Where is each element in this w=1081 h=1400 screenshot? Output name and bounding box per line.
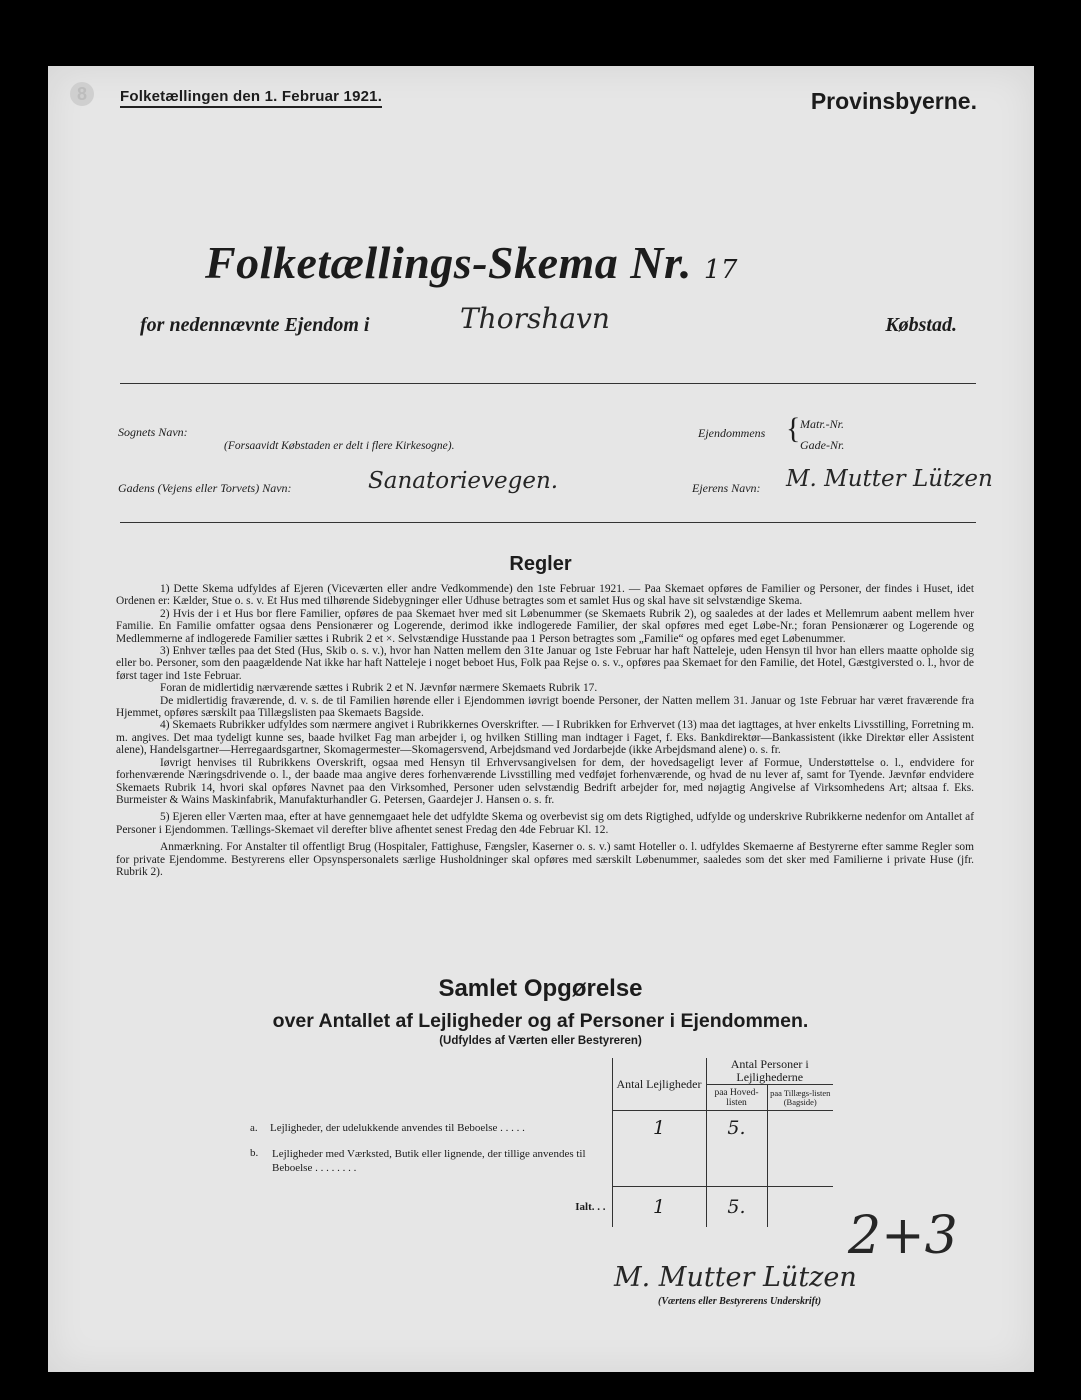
rule-paragraph: 2) Hvis der i et Hus bor flere Familier, opføres de paa Skemaet hver med sit Løbenummer (se Skemaets Rubrik 2), og saaledes at der lades et Mellemrum aabent mellem hver Familie. En Familie omfatter ogsaa dens Pensionærer og Logerende, derimod ikke indlogerede Familier, der skal opføres med eget Løbe-Nr.; foran Pensionærer og Logerende og Medlemmerne af indlogerede Familier sættes i Rubrik 2 et ×. Selvstændige Husstande paa 1 Person betragtes som „Familie“ og opføres med eget Løbenummer.: [116, 607, 974, 645]
total-label: Ialt. . .: [575, 1200, 606, 1213]
form-number-handwritten: 17: [703, 255, 738, 285]
form-title: [205, 236, 738, 289]
row-tillaegslisten: [767, 1111, 833, 1145]
row-lejligheder: 1: [612, 1111, 706, 1145]
sognets-navn-note: (Forsaavidt Købstaden er delt i flere Kirkesogne).: [224, 440, 455, 452]
form-title-text: Folketællings-Skema Nr.: [205, 237, 692, 288]
total-lejligheder: 1: [612, 1187, 706, 1227]
census-date-header: Folketællingen den 1. Februar 1921.: [120, 88, 382, 108]
col-hovedlisten: paa Hoved-listen: [706, 1085, 767, 1111]
table-row-total: [250, 1187, 833, 1227]
row-tillaegslisten: [767, 1145, 833, 1187]
rule-paragraph: Foran de midlertidig nærværende sættes i Rubrik 2 et N. Jævnfør nærmere Skemaets Rubrik 17.: [160, 682, 598, 695]
total-hovedlisten: 5.: [706, 1187, 767, 1227]
col-tillaegslisten: paa Tillægs-listen (Bagside): [767, 1085, 833, 1111]
row-letter: a.: [250, 1121, 258, 1134]
rule-paragraph: 4) Skemaets Rubrikker udfyldes som nærmere angivet i Rubrikkernes Overskrifter. — I Rubrikken for Erhvervet (13) maa det iagttages, at hver enkelts Livsstilling, Forretning m. m. angives. Det maa tydeligt kunne ses, baade hvilket Fag man arbejder i, og hvilken Stilling man indtager i Faget, f. Eks. Bankdirektør—Bankassistent (ikke Direktør eller Assistent alene), Handelsgartner—Herregaardsgartner, Skomagermester—Skomagersvend, Arbejdsmand ved Jordarbejde (ikke Arbejdsmand alene) o. s. fr.: [116, 719, 974, 757]
rule-paragraph: 3) Enhver tælles paa det Sted (Hus, Skib o. s. v.), hvor han Natten mellem den 31te Januar og 1ste Februar har haft Natteleje, uden Hensyn til hvor han ellers maatte opholde sig eller bo. Personer, som den paagældende Nat ikke har haft Natteleje i noget beboet Hus, Folk paa Rejse o. s. v., opføres paa Skemaet for den Familie, det Hotel, Gæstgiversted o. l., hvor de først tager ind 1ste Februar.: [116, 645, 974, 682]
sognets-navn-label: Sognets Navn:: [118, 425, 188, 439]
divider-middle: [120, 522, 976, 523]
ejerens-navn-label: Ejerens Navn:: [692, 481, 761, 495]
rule-paragraph: 5) Ejeren eller Værten maa, efter at have gennemgaaet hele det udfyldte Skema og overbevist sig om dets Rigtighed, udfylde og underskrive Rubrikkerne nedenfor om Antallet af Personer i Ejendommen. Tællings-Skemaet vil derefter blive afhentet senest Fredag den 4de Februar Kl. 12.: [116, 811, 974, 836]
owner-signature: M. Mutter Lützen: [614, 1262, 857, 1293]
divider-top: [120, 383, 976, 384]
gadens-navn-label: Gadens (Vejens eller Torvets) Navn:: [118, 481, 292, 495]
ejerens-navn-value: M. Mutter Lützen: [786, 466, 993, 492]
summary-subtitle: over Antallet af Lejligheder og af Personer i Ejendommen.: [272, 1010, 809, 1032]
rule-paragraph: De midlertidig fraværende, d. v. s. de til Familien hørende eller i Ejendommen iøvrigt boende Personer, der Natten mellem 31. Januar og 1ste Februar har været fraværende fra Hjemmet, opføres særskilt paa Tillægslisten paa Skemaets Bagside.: [116, 694, 974, 720]
regler-heading: Regler: [509, 553, 572, 575]
kobstad-label: Købstad.: [885, 314, 957, 336]
town-handwritten: Thorshavn: [460, 302, 610, 335]
summary-table: [250, 1058, 833, 1227]
corner-stamp: 8: [70, 82, 94, 106]
matr-nr-label: Matr.-Nr.: [800, 417, 845, 431]
table-row: [250, 1145, 833, 1187]
row-lejligheder: [612, 1145, 706, 1187]
region-header: Provinsbyerne.: [810, 88, 977, 114]
rule-paragraph: 1) Dette Skema udfyldes af Ejeren (Viceværten eller andre Vedkommende) den 1ste Februar 1921. — Paa Skemaet opføres de Familier og Personer, der findes i Huset, idet Ordenen er: Kælder, Stue o. s. v. Et Hus med tilhørende Sidebygninger eller Udhuse betragtes som et samlet Hus og skal have sit selvstændige Skema.: [116, 583, 974, 608]
rules-text: [116, 583, 974, 878]
summary-note: (Udfyldes af Værten eller Bestyreren): [439, 1035, 642, 1047]
col-antal-lejligheder: Antal Lejligheder: [612, 1058, 706, 1111]
summary-title: Samlet Opgørelse: [438, 975, 643, 1002]
row-hovedlisten: 5.: [706, 1111, 767, 1145]
total-tillaegslisten: [767, 1187, 833, 1227]
rule-paragraph: Iøvrigt henvises til Rubrikkens Overskrift, ogsaa med Hensyn til Erhvervsangivelsen for dem, der hovedsageligt lever af Formue, Understøttelse o. l., endvidere for forhenværende Næringsdrivende o. l., der baade maa angive deres forhenværende Livsstilling med vedføjet forhenværende, og hvad de nu lever af, samt for Tyende. Jævnfør endvidere Skemaets Rubrik 14, hvori skal opføres Navnet paa den Virksomhed, Personer uden selvstændig Bedrift arbejder for, med nøjagtig Angivelse af Virksomhedens Art; altsaa f. Eks. Burmeister & Wains Maskinfabrik, Manufakturhandler G. Petersen, Gaardejer J. Hansen o. s. fr.: [116, 756, 974, 806]
property-line: for nedennævnte Ejendom i: [140, 314, 370, 336]
row-label: Lejligheder, der udelukkende anvendes til Beboelse . . . . .: [270, 1121, 525, 1134]
brace-glyph: {: [786, 412, 801, 445]
row-letter: b.: [250, 1146, 259, 1159]
table-row: [250, 1111, 833, 1145]
row-label: Lejligheder med Værksted, Butik eller lignende, der tillige anvendes til Beboelse . . . . . . . .: [272, 1147, 586, 1174]
margin-tally-handwritten: 2+3: [848, 1206, 958, 1266]
gadens-navn-value: Sanatorievegen.: [368, 468, 559, 494]
row-hovedlisten: [706, 1145, 767, 1187]
signature-caption: (Værtens eller Bestyrerens Underskrift): [658, 1296, 822, 1307]
col-antal-personer: Antal Personer i Lejlighederne: [706, 1058, 833, 1085]
gade-nr-label: Gade-Nr.: [800, 438, 845, 452]
rule-paragraph: Anmærkning. For Anstalter til offentligt Brug (Hospitaler, Fattighuse, Fængsler, Kaserner o. s. v.) samt Hoteller o. l. udfyldes Skemaerne af Bestyrerne efter samme Regler som for private Ejendomme. Bestyrerens eller Opsynspersonalets særlige Husholdninger skal opføres med særskilt Løbenummer, saaledes som det sker med Familierne i private Huse (jfr. Rubrik 2).: [116, 841, 974, 878]
ejendommens-label: Ejendommens: [698, 426, 766, 440]
